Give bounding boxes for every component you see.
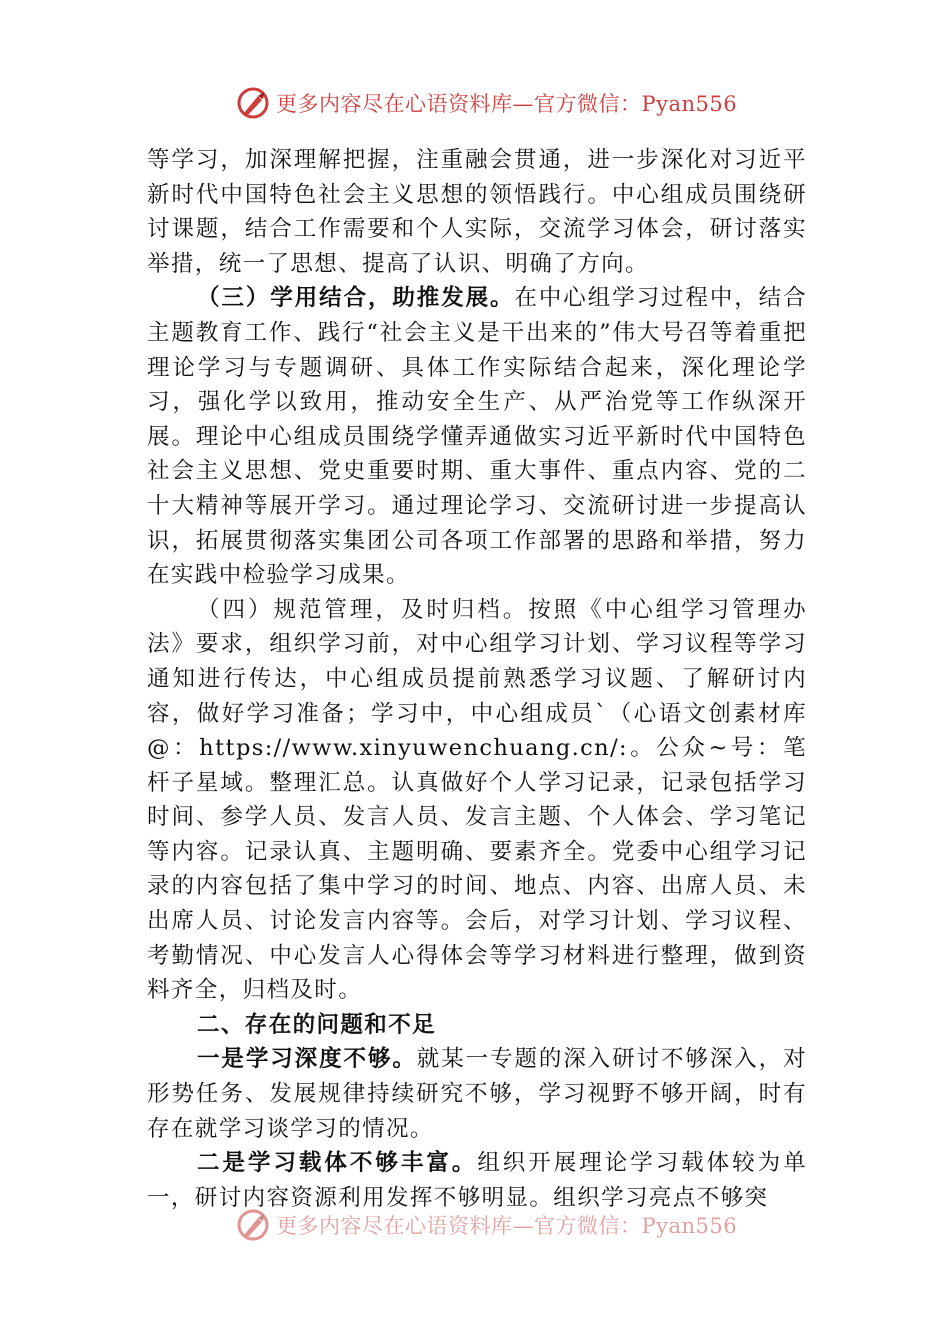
subsection-heading: （三）学用结合，助推发展。 [197, 285, 515, 312]
item-heading: 一是学习深度不够。 [197, 1046, 417, 1073]
paragraph: 二是学习载体不够丰富。组织开展理论学习载体较为单一，研讨内容资源利用发挥不够明显。组织学习亮点不够突 [147, 1150, 807, 1211]
body-text [147, 143, 807, 1215]
watermark-footer [236, 1206, 737, 1244]
watermark-text: 更多内容尽在心语资料库—官方微信：Pyan556 [276, 1214, 738, 1238]
watermark-text: 更多内容尽在心语资料库—官方微信：Pyan556 [276, 92, 738, 116]
item-heading: 二是学习载体不够丰富。 [197, 1150, 478, 1177]
pen-nib-logo-icon [236, 86, 270, 120]
paragraph: （四）规范管理，及时归档。按照《中心组学习管理办法》要求，组织学习前，对中心组学习计划、学习议程等学习通知进行传达，中心组成员提前熟悉学习议题、了解研讨内容，做好学习准备；学习中，中心组成员`（心语文创素材库@：https://www.xinyuwenchuang.cn/:。公众~号：笔杆子星域。整理汇总。认真做好个人学习记录，记录包括学习时间、参学人员、发言人员、发言主题、个人体会、学习笔记等内容。记录认真、主题明确、要素齐全。党委中心组学习记录的内容包括了集中学习的时间、地点、内容、出席人员、未出席人员、讨论发言内容等。会后，对学习计划、学习议程、考勤情况、中心发言人心得体会等学习材料进行整理，做到资料齐全，归档及时。 [147, 596, 807, 1004]
section-heading: 二、存在的问题和不足 [197, 1011, 437, 1038]
paragraph: 等学习，加深理解把握，注重融会贯通，进一步深化对习近平新时代中国特色社会主义思想的领悟践行。中心组成员围绕研讨课题，结合工作需要和个人实际，交流学习体会，研讨落实举措，统一了思想、提高了认识、明确了方向。 [147, 147, 807, 277]
pen-nib-logo-icon [236, 1208, 270, 1242]
watermark-header [236, 84, 737, 122]
paragraph: （三）学用结合，助推发展。在中心组学习过程中，结合主题教育工作、践行“社会主义是干出来的”伟大号召等着重把理论学习与专题调研、具体工作实际结合起来，深化理论学习，强化学以致用，推动安全生产、从严治党等工作纵深开展。理论中心组成员围绕学懂弄通做实习近平新时代中国特色社会主义思想、党史重要时期、重大事件、重点内容、党的二十大精神等展开学习。通过理论学习、交流研讨进一步提高认识，拓展贯彻落实集团公司各项工作部署的思路和举措，努力在实践中检验学习成果。 [147, 285, 807, 589]
paragraph: 一是学习深度不够。就某一专题的深入研讨不够深入，对形势任务、发展规律持续研究不够，学习视野不够开阔，时有存在就学习谈学习的情况。 [147, 1046, 808, 1142]
